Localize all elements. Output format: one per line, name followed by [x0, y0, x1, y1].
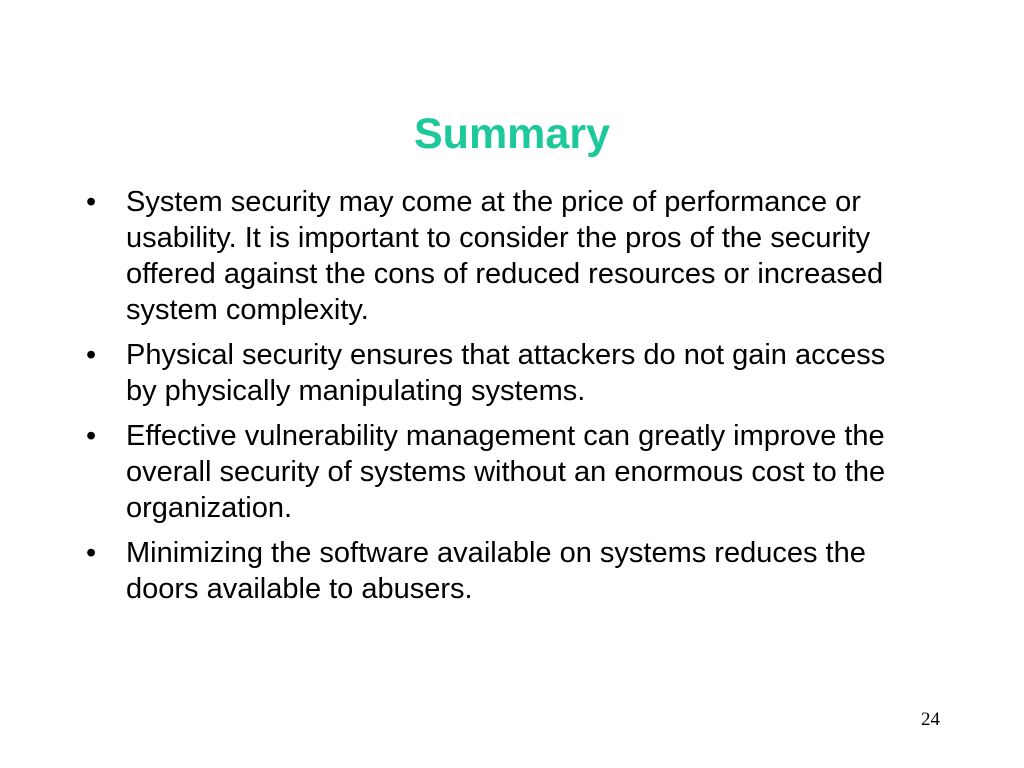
- bullet-text: System security may come at the price of performance or usability. It is important to consider the pros of the security offered against the cons of reduced resources or increased system complexity.: [126, 186, 884, 326]
- slide-title: Summary: [414, 110, 610, 158]
- bullet-text: Minimizing the software available on systems reduces the doors available to abusers.: [126, 537, 866, 605]
- bullet-item: [84, 337, 914, 409]
- bullet-item: [84, 184, 914, 328]
- bullet-text: Physical security ensures that attackers do not gain access by physically manipulating systems.: [126, 339, 886, 407]
- bullet-list: [84, 184, 914, 616]
- page-number: 24: [921, 709, 940, 730]
- bullet-icon: •: [86, 186, 97, 218]
- bullet-icon: •: [86, 339, 97, 371]
- bullet-item: [84, 535, 914, 607]
- bullet-icon: •: [86, 537, 97, 569]
- bullet-icon: •: [86, 420, 97, 452]
- bullet-item: [84, 418, 914, 526]
- bullet-text: Effective vulnerability management can greatly improve the overall security of systems without an enormous cost to the organization.: [126, 420, 886, 524]
